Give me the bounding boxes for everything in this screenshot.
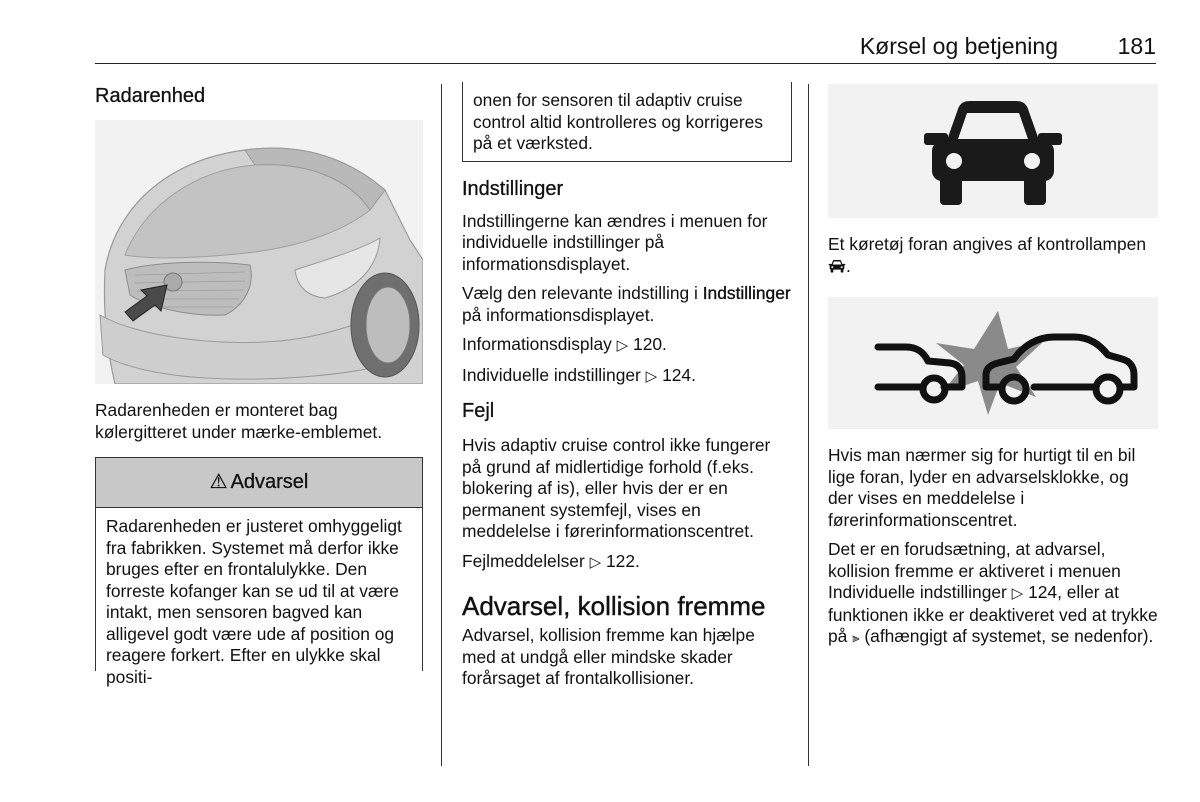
settings-menu-name: Indstillinger — [702, 283, 791, 303]
radar-unit-car-figure — [95, 120, 423, 384]
page-reference-arrow-icon: ▷ — [589, 553, 602, 571]
page-number: 181 — [1117, 33, 1156, 59]
fault-heading: Fejl — [462, 400, 495, 422]
settings-p2-text-a: Vælg den relevante indstilling i — [462, 283, 703, 303]
warning-triangle-icon: ⚠ — [209, 470, 228, 493]
warning-body: Radarenheden er justeret omhyggeligt fra fabrikken. Systemet må derfor ikke bruges efter en frontalulykke. Den forreste kofanger kan se ud til at være intakt, men sensoren bagved kan alligevel godt være ude af position og reagere forkert. Efter en ulykke skal positi- — [106, 516, 402, 687]
collision-illustration — [828, 297, 1158, 429]
reference-individual-settings[interactable] — [462, 365, 792, 388]
running-header-title: Kørsel og betjening — [859, 33, 1058, 59]
reference-page: 122. — [605, 550, 640, 571]
warning-box-header — [96, 458, 422, 508]
collision-warning-figure — [828, 297, 1158, 429]
vehicle-ahead-icon — [828, 259, 846, 273]
premise-text-b: , eller at funktionen ikke er deaktiveret ved at trykke på — [828, 582, 1158, 646]
fault-paragraph: Hvis adaptiv cruise control ikke fungerer på grund af midlertidige forhold (f.eks. blokering af is), eller hvis der er en permanent systemfejl, vises en meddelelse i førerinformationscentret. — [462, 435, 771, 541]
warning-title: Advarsel — [230, 470, 309, 493]
collision-warning-paragraph: Advarsel, kollision fremme kan hjælpe med at undgå eller mindske skader forårsaget af frontalkollisioner. — [462, 625, 755, 688]
reference-fault-messages[interactable] — [462, 551, 792, 574]
reference-text: Informationsdisplay — [462, 334, 617, 354]
approach-warning-paragraph: Hvis man nærmer sig for hurtigt til en bil lige foran, lyder en advarselsklokke, og der vises en meddelelse i førerinformationscentret. — [828, 445, 1136, 530]
page-reference-arrow-icon: ▷ — [645, 367, 658, 385]
vehicle-ahead-paragraph — [828, 234, 1158, 277]
reference-text: Individuelle indstillinger — [462, 364, 646, 385]
column-divider-1 — [441, 84, 442, 766]
settings-paragraph-2 — [462, 283, 792, 326]
warning-box-continued — [462, 82, 792, 162]
header-rule — [95, 63, 1156, 64]
car-front-radar-illustration — [95, 120, 423, 384]
reference-text: Fejlmeddelelser — [462, 550, 590, 571]
vehicle-ahead-text-end: . — [846, 255, 851, 276]
column-2 — [462, 84, 792, 690]
vehicle-ahead-text: Et køretøj foran angives af kontrollampen — [828, 234, 1147, 254]
reference-information-display[interactable] — [462, 334, 792, 357]
radar-unit-heading: Radarenhed — [95, 85, 206, 107]
page-reference-arrow-icon: ▷ — [616, 337, 629, 354]
page-reference-arrow-icon: ▷ — [1011, 585, 1024, 602]
premise-paragraph — [828, 539, 1158, 649]
premise-text-c: (afhængigt af systemet, se nedenfor). — [859, 626, 1154, 646]
settings-heading: Indstillinger — [462, 177, 564, 200]
vehicle-ahead-icon — [918, 95, 1068, 207]
warning-continued-text: onen for sensoren til adaptiv cruise control altid kontrolleres og korrigeres på et værksted. — [473, 90, 763, 153]
adaptive-cruise-distance-icon: ⫸ — [852, 630, 860, 645]
premise-page-reference[interactable]: 124 — [1028, 582, 1058, 602]
column-3 — [828, 84, 1158, 649]
premise-text-a: Det er en forudsætning, at advarsel, kollision fremme er aktiveret i menuen Individuelle indstillinger — [828, 539, 1121, 602]
settings-paragraph-1: Indstillingerne kan ændres i menuen for individuelle indstillinger på informationsdisplayet. — [462, 210, 768, 274]
column-1 — [95, 84, 423, 687]
reference-page: 120. — [633, 334, 667, 354]
column-divider-2 — [808, 84, 809, 766]
vehicle-ahead-figure — [828, 84, 1158, 218]
collision-warning-heading: Advarsel, kollision fremme — [462, 591, 766, 621]
radar-unit-caption: Radarenheden er monteret bag kølergitteret under mærke-emblemet. — [95, 400, 383, 442]
settings-p2-text-b: på informationsdisplayet. — [462, 304, 655, 325]
reference-page: 124. — [662, 364, 696, 385]
warning-box — [95, 457, 423, 687]
